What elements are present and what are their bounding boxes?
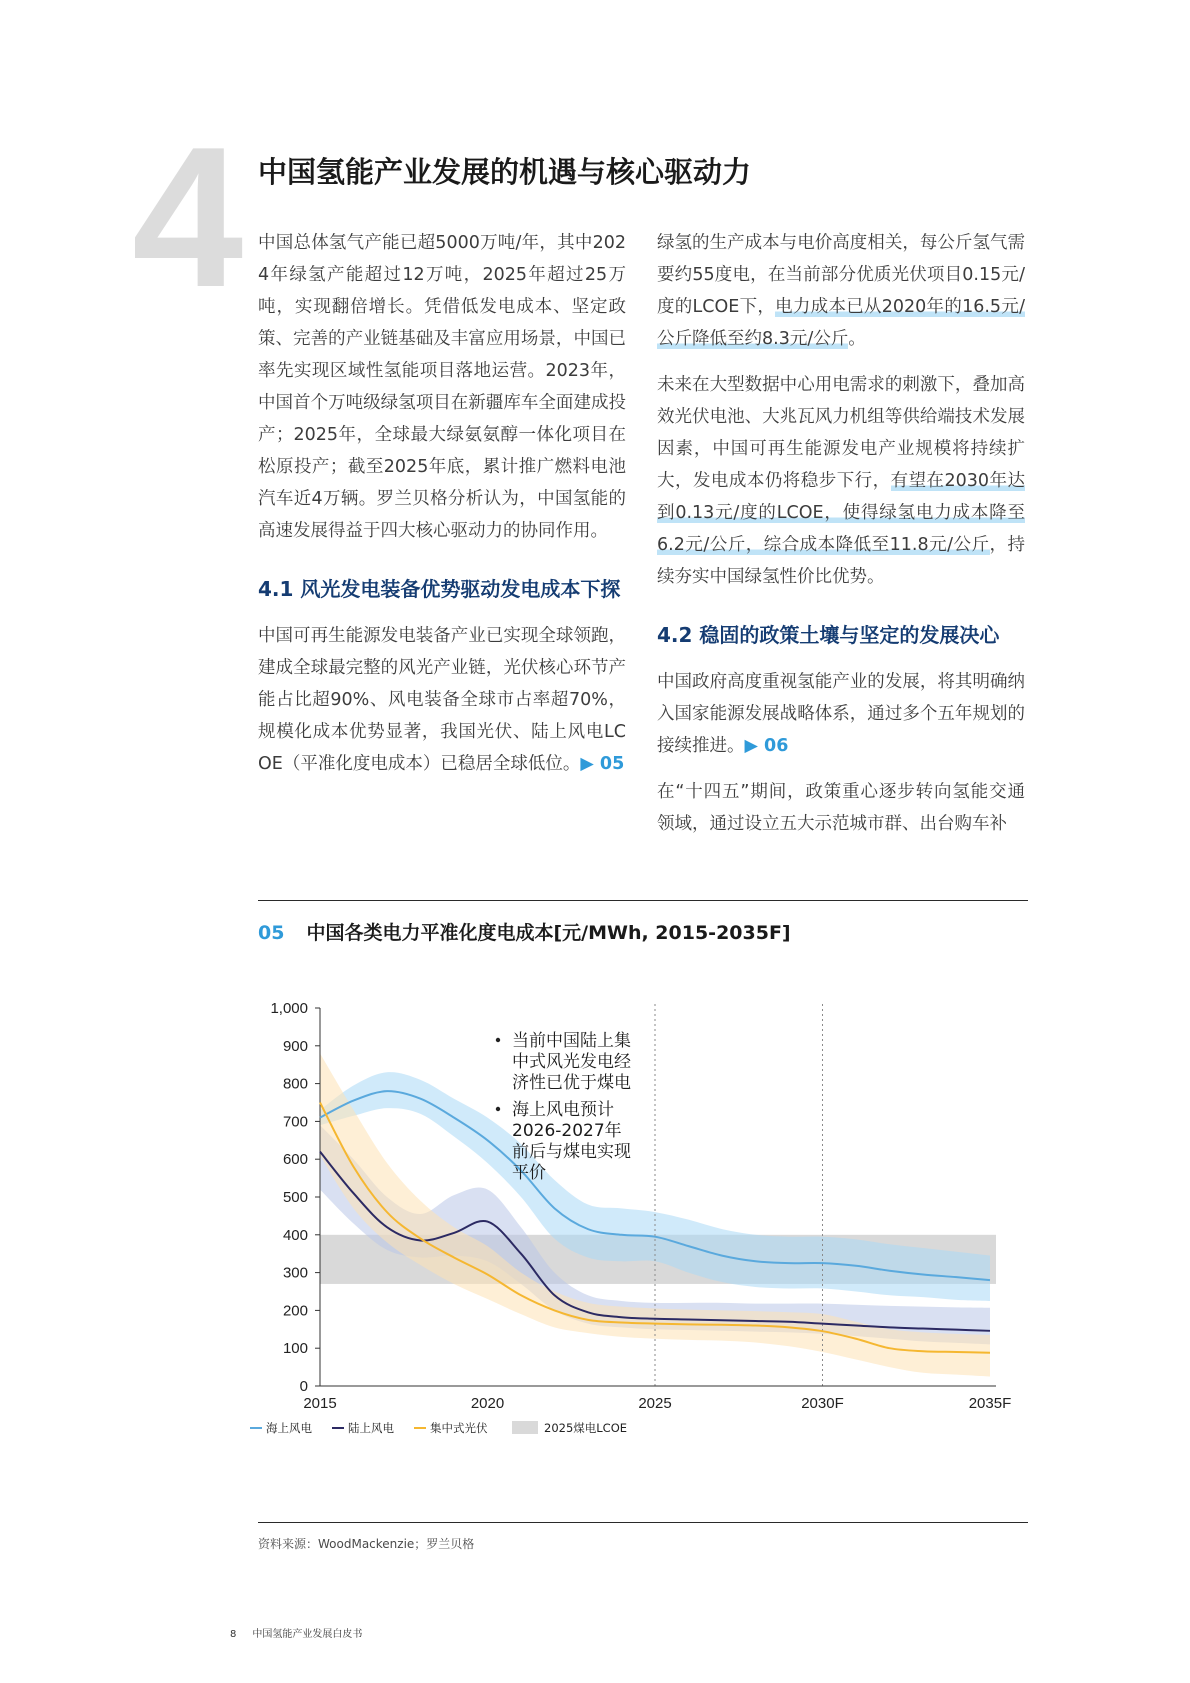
outlook-text-end: ，持续夯实中国绿氢性价比优势。 bbox=[657, 535, 1025, 587]
policy-text: 中国政府高度重视氢能产业的发展，将其明确纳入国家能源发展战略体系，通过多个五年规划的接续推进。 bbox=[657, 672, 1025, 756]
y-tick-label: 1,000 bbox=[270, 1000, 308, 1017]
policy-paragraph bbox=[657, 666, 1025, 762]
y-tick-label: 0 bbox=[299, 1378, 308, 1395]
figure-ref-05-link[interactable]: ▶ 05 bbox=[580, 754, 625, 774]
legend-label: 2025煤电LCOE bbox=[544, 1421, 628, 1435]
legend-label: 陆上风电 bbox=[348, 1421, 394, 1435]
right-column bbox=[657, 227, 1025, 854]
y-tick-label: 800 bbox=[282, 1075, 308, 1093]
cost-highlight: 电力成本已从2020年的16.5元/公斤降低至约8.3元/公斤 bbox=[657, 297, 1025, 349]
cost-text-end: 。 bbox=[848, 329, 866, 349]
y-tick-label: 900 bbox=[282, 1037, 308, 1055]
annotation-text: 海上风电预计 bbox=[512, 1100, 614, 1120]
y-tick-label: 300 bbox=[282, 1264, 308, 1282]
x-tick-label: 2030F bbox=[801, 1395, 844, 1412]
x-tick-label: 2035F bbox=[968, 1395, 1012, 1412]
legend-label: 集中式光伏 bbox=[430, 1421, 488, 1435]
policy-paragraph-2: 在“十四五”期间，政策重心逐步转向氢能交通领域，通过设立五大示范城市群、出台购车补 bbox=[657, 782, 1025, 834]
figure-ref-06-link[interactable]: ▶ 06 bbox=[744, 736, 789, 756]
page-footer bbox=[230, 1625, 362, 1640]
section-4-2-heading: 4.2 稳固的政策土壤与坚定的发展决心 bbox=[657, 623, 1000, 647]
page-title: 中国氢能产业发展的机遇与核心驱动力 bbox=[258, 155, 752, 189]
cost-paragraph bbox=[657, 227, 1025, 355]
y-tick-label: 500 bbox=[282, 1189, 308, 1206]
outlook-text: 未来在大型数据中心用电需求的刺激下，叠加高效光伏电池、大兆瓦风力机组等供给端技术发展因素，中国可再生能源发电产业规模将持续扩大，发电成本仍将稳步下行， bbox=[657, 375, 1025, 491]
y-tick-label: 700 bbox=[282, 1113, 308, 1131]
section-4-1-paragraph bbox=[258, 620, 626, 780]
annotation-bullet bbox=[496, 1107, 500, 1111]
section-4-1-heading: 4.1 风光发电装备优势驱动发电成本下探 bbox=[258, 577, 621, 601]
annotation-text: 平价 bbox=[512, 1163, 546, 1183]
legend-label: 海上风电 bbox=[266, 1421, 312, 1435]
figure-heading bbox=[258, 918, 791, 945]
cost-text: 绿氢的生产成本与电价高度相关，每公斤氢气需要约55度电，在当前部分优质光伏项目0.15元/度的LCOE下， bbox=[657, 233, 1025, 317]
section-4-1-text: 中国可再生能源发电装备产业已实现全球领跑，建成全球最完整的风光产业链，光伏核心环节产能占比超90%、风电装备全球市占率超70%，规模化成本优势显著，我国光伏、陆上风电LCOE（平准化度电成本）已稳居全球低位。 bbox=[258, 626, 626, 774]
figure-top-rule bbox=[258, 900, 1028, 901]
outlook-paragraph bbox=[657, 369, 1025, 593]
intro-paragraph: 中国总体氢气产能已超5000万吨/年，其中2024年绿氢产能超过12万吨，2025年超过25万吨，实现翻倍增长。凭借低发电成本、坚定政策、完善的产业链基础及丰富应用场景，中国已率先实现区域性氢能项目落地运营。2023年，中国首个万吨级绿氢项目在新疆库车全面建成投产；2025年，全球最大绿氨氨醇一体化项目在松原投产；截至2025年底，累计推广燃料电池汽车近4万辆。罗兰贝格分析认为，中国氢能的高速发展得益于四大核心驱动力的协同作用。 bbox=[258, 233, 626, 541]
lcoe-chart bbox=[250, 1000, 1030, 1470]
figure-number: 05 bbox=[258, 922, 285, 944]
source-note: 资料来源：WoodMackenzie；罗兰贝格 bbox=[258, 1537, 475, 1551]
y-tick-label: 600 bbox=[282, 1151, 308, 1169]
annotation-bullet bbox=[496, 1038, 500, 1042]
annotation-text: 前后与煤电实现 bbox=[512, 1142, 631, 1162]
y-tick-label: 100 bbox=[282, 1340, 308, 1358]
outlook-highlight: 有望在2030年达到0.13元/度的LCOE，使得绿氢电力成本降至6.2元/公斤，综合成本降低至11.8元/公斤 bbox=[657, 471, 1025, 555]
annotation-text: 2026-2027年 bbox=[512, 1121, 622, 1141]
figure-title: 中国各类电力平准化度电成本[元/MWh, 2015-2035F] bbox=[306, 922, 791, 944]
y-tick-label: 200 bbox=[282, 1302, 308, 1320]
page-number: 8 bbox=[230, 1629, 237, 1640]
x-tick-label: 2015 bbox=[303, 1395, 337, 1412]
y-tick-label: 400 bbox=[282, 1226, 308, 1244]
x-tick-label: 2025 bbox=[638, 1395, 672, 1412]
x-tick-label: 2020 bbox=[470, 1395, 505, 1412]
section-number: 4 bbox=[132, 106, 244, 329]
document-title: 中国氢能产业发展白皮书 bbox=[252, 1629, 363, 1640]
legend-swatch-band bbox=[512, 1421, 538, 1434]
figure-bottom-rule bbox=[258, 1522, 1028, 1523]
annotation-text: 中式风光发电经 bbox=[512, 1052, 631, 1072]
left-column bbox=[258, 227, 626, 794]
annotation-text: 济性已优于煤电 bbox=[512, 1073, 631, 1093]
annotation-text: 当前中国陆上集 bbox=[512, 1031, 631, 1051]
